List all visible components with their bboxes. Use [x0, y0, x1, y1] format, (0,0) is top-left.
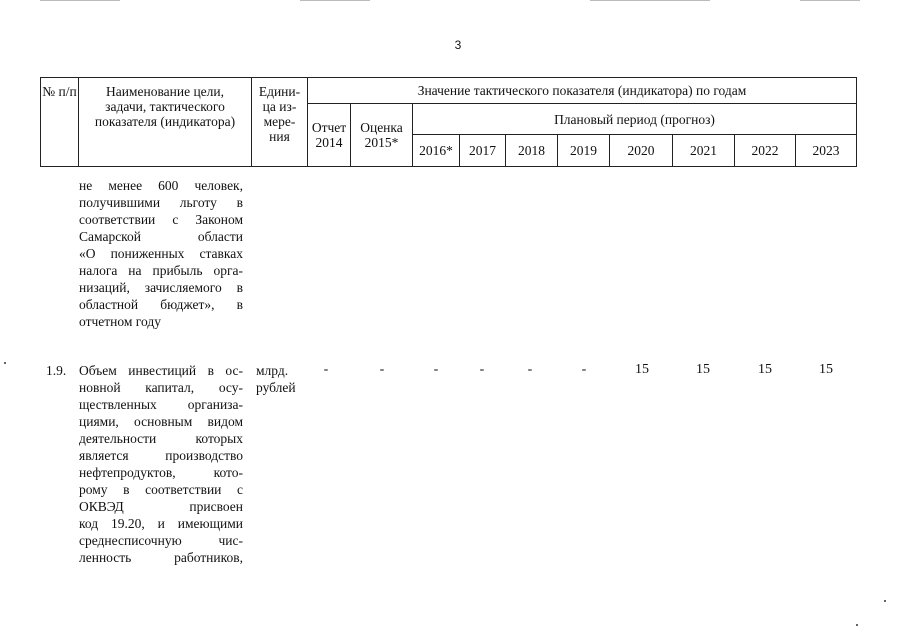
header-year: 2020	[610, 135, 673, 167]
row-number: 1.9.	[46, 363, 67, 378]
header-group-title: Значение тактического показателя (индикатора) по годам	[308, 78, 857, 104]
header-name: Наименование цели, задачи, тактического показателя (индикатора)	[79, 78, 252, 167]
header-plan-title: Плановый период (прогноз)	[413, 104, 857, 135]
header-estimate: Оценка 2015*	[351, 104, 413, 167]
value-2019: -	[581, 362, 587, 377]
scan-edge-line	[590, 0, 710, 1]
header-year: 2017	[460, 135, 506, 167]
scan-edge-line	[300, 0, 370, 1]
value-estimate-2015: -	[379, 362, 385, 377]
value-2018: -	[527, 362, 533, 377]
header-unit: Едини-ца из-мере-ния	[252, 78, 308, 167]
row-name: Объем инвестиций в ос- новной капитал, осу- ществленных организа- циями, основным видом деятельности которых является производство нефтепродуктов, кото- рому в соответствии с ОКВЭД присвоен код 19.20, и имеющими среднесписочную чис- ленность работников,	[79, 363, 243, 565]
indicator-table-header	[40, 77, 857, 167]
header-year: 2016*	[413, 135, 460, 167]
scan-speck	[856, 624, 858, 626]
header-year: 2022	[735, 135, 796, 167]
header-report: Отчет 2014	[308, 104, 351, 167]
value-2022: 15	[758, 362, 772, 377]
value-2020: 15	[635, 362, 649, 377]
value-2017: -	[479, 362, 485, 377]
header-year: 2018	[506, 135, 558, 167]
scan-edge-line	[800, 0, 860, 1]
scan-speck	[884, 600, 886, 602]
value-2023: 15	[819, 362, 833, 377]
continuation-text: не менее 600 человек, получившими льготу в соответствии с Законом Самарской области «О пониженных ставках налога на прибыль орга- низаций, зачисляемого в областной бюджет», в отчетном году	[79, 178, 243, 329]
value-2021: 15	[696, 362, 710, 377]
header-year: 2023	[796, 135, 857, 167]
header-year: 2019	[558, 135, 610, 167]
value-report-2014: -	[323, 362, 329, 377]
header-number: № п/п	[41, 78, 79, 167]
header-year: 2021	[673, 135, 735, 167]
scan-edge-line	[40, 0, 120, 1]
value-2016: -	[433, 362, 439, 377]
page-number: 3	[454, 38, 462, 52]
scan-speck	[4, 362, 6, 364]
row-unit: млрд. рублей	[256, 363, 296, 395]
